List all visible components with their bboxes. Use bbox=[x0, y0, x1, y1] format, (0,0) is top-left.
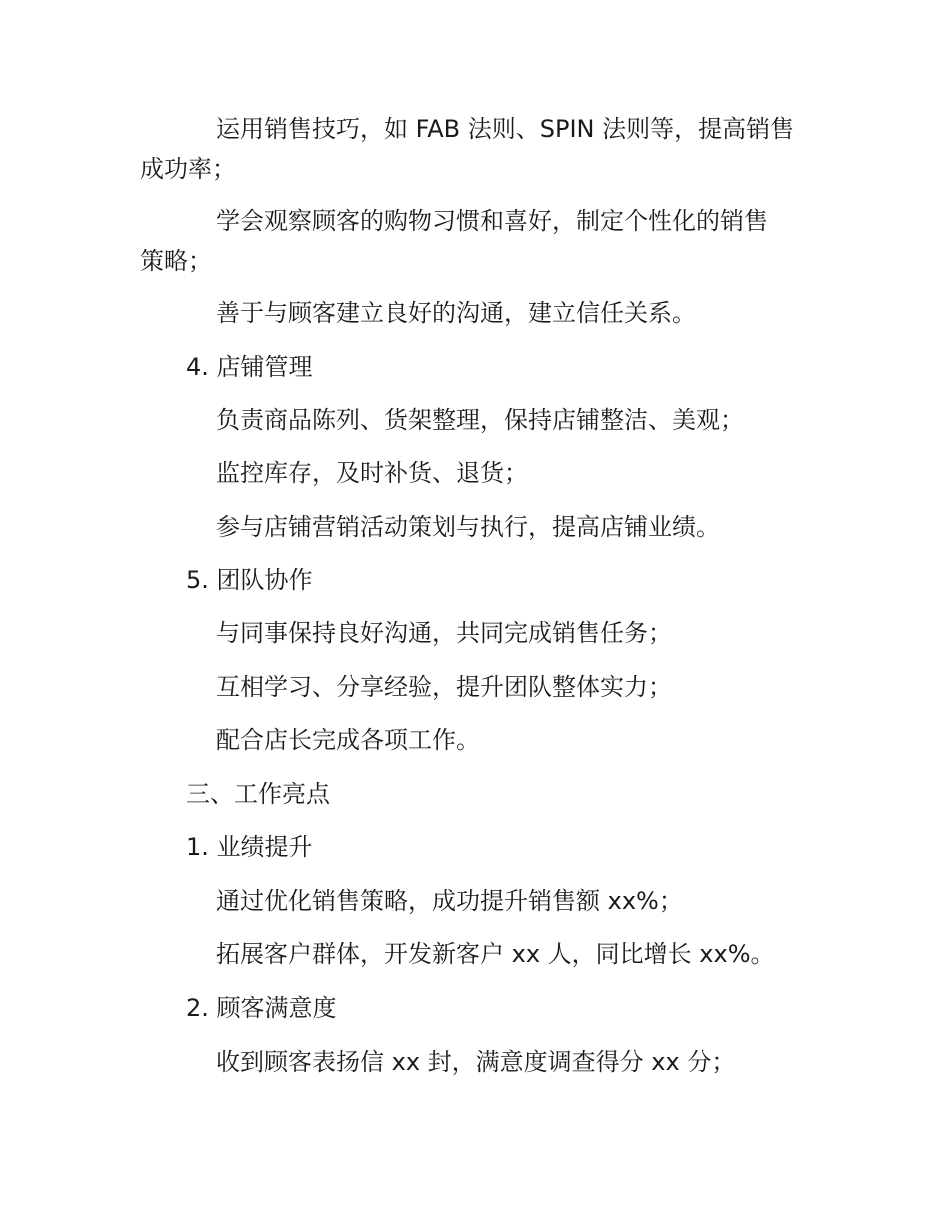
list-item: 互相学习、分享经验，提升团队整体实力； bbox=[216, 673, 672, 701]
list-item: 参与店铺营销活动策划与执行，提高店铺业绩。 bbox=[216, 513, 720, 541]
subsection-heading-satisfaction: 2. 顾客满意度 bbox=[186, 994, 337, 1022]
list-item: 通过优化销售策略，成功提升销售额 xx%； bbox=[216, 887, 683, 915]
paragraph-sales-skills-line2: 成功率； bbox=[140, 155, 236, 183]
list-item: 监控库存，及时补货、退货； bbox=[216, 459, 528, 487]
list-item: 与同事保持良好沟通，共同完成销售任务； bbox=[216, 619, 672, 647]
part-heading-highlights: 三、工作亮点 bbox=[186, 780, 330, 808]
list-item: 拓展客户群体，开发新客户 xx 人，同比增长 xx%。 bbox=[216, 940, 775, 968]
list-item: 收到顾客表扬信 xx 封，满意度调查得分 xx 分； bbox=[216, 1048, 736, 1076]
paragraph-communication: 善于与顾客建立良好的沟通，建立信任关系。 bbox=[216, 299, 696, 327]
paragraph-observe-customers-line1: 学会观察顾客的购物习惯和喜好，制定个性化的销售 bbox=[216, 207, 768, 235]
list-item: 配合店长完成各项工作。 bbox=[216, 726, 480, 754]
section-heading-teamwork: 5. 团队协作 bbox=[186, 566, 313, 594]
section-heading-store-management: 4. 店铺管理 bbox=[186, 353, 313, 381]
paragraph-sales-skills-line1: 运用销售技巧，如 FAB 法则、SPIN 法则等，提高销售 bbox=[216, 115, 795, 143]
paragraph-observe-customers-line2: 策略； bbox=[140, 247, 212, 275]
list-item: 负责商品陈列、货架整理，保持店铺整洁、美观； bbox=[216, 406, 744, 434]
subsection-heading-performance: 1. 业绩提升 bbox=[186, 833, 313, 861]
